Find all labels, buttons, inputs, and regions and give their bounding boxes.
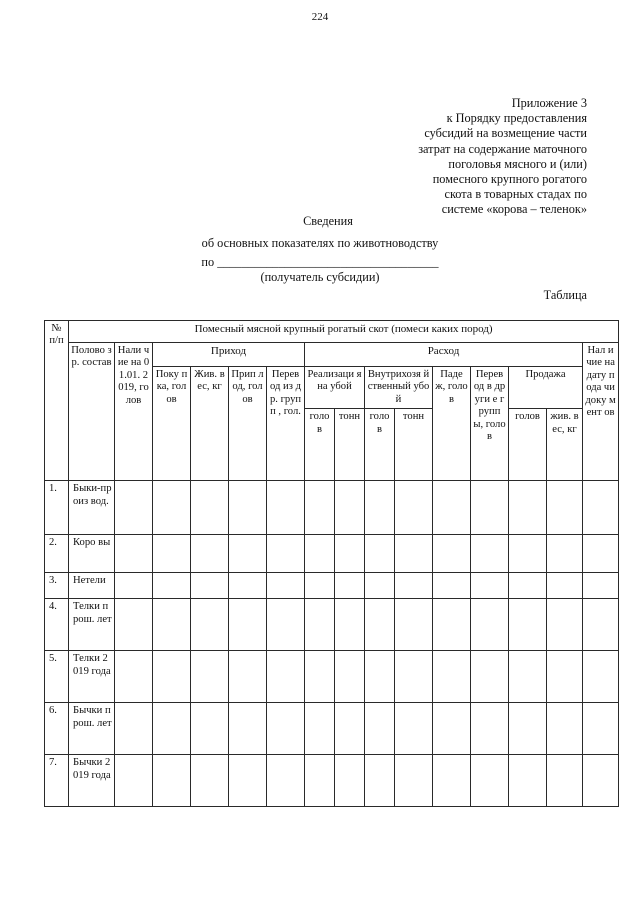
row-number: 6. xyxy=(45,703,69,755)
table-label: Таблица xyxy=(543,288,587,302)
income-purchase-header: Поку пка, голов xyxy=(153,367,191,481)
sub-heads-header: голо в xyxy=(305,409,335,481)
income-transfer-header: Перев од из др. групп , гол. xyxy=(267,367,305,481)
sub-tons-header: тонн xyxy=(395,409,433,481)
expense-internal-slaughter-header: Внутрихозя йственный убой xyxy=(365,367,433,409)
appendix-header xyxy=(327,96,587,218)
recipient-caption: (получатель субсидии) xyxy=(260,270,380,284)
expense-sale-header: Продажа xyxy=(509,367,583,409)
table-row xyxy=(45,599,619,651)
table-row xyxy=(45,755,619,807)
row-category: Нетели xyxy=(69,573,115,599)
row-category: Коро вы xyxy=(69,535,115,573)
document-title: Сведения xyxy=(303,214,353,228)
col-num-header: № п/п xyxy=(45,321,69,481)
row-category: Быки-произ вод. xyxy=(69,481,115,535)
col-availability-end-header: Нал ичие на дату пода чи доку мент ов xyxy=(583,343,619,481)
income-weight-header: Жив. вес, кг xyxy=(191,367,229,481)
expense-death-header: Паде ж, голов xyxy=(433,367,471,481)
income-header: Приход xyxy=(153,343,305,367)
table-row xyxy=(45,535,619,573)
recipient-line: по ____________________________________ xyxy=(201,255,439,269)
row-category: Бычки прош. лет xyxy=(69,703,115,755)
appendix-line: Приложение 3 xyxy=(511,96,587,110)
appendix-line: поголовья мясного и (или) xyxy=(448,156,587,171)
appendix-line: к Порядку предоставления xyxy=(446,111,587,126)
row-number: 5. xyxy=(45,651,69,703)
row-number: 7. xyxy=(45,755,69,807)
table-row xyxy=(45,651,619,703)
appendix-line: системе «корова – теленок» xyxy=(441,202,587,217)
income-offspring-header: Прип лод, голов xyxy=(229,367,267,481)
row-category: Бычки 2019 года xyxy=(69,755,115,807)
row-number: 1. xyxy=(45,481,69,535)
col-availability-start-header: Нали чие на 01.01. 2019, голов xyxy=(115,343,153,481)
sub-heads-header: голо в xyxy=(365,409,395,481)
group-header: Помесный мясной крупный рогатый скот (помеси каких пород) xyxy=(69,321,619,343)
row-number: 4. xyxy=(45,599,69,651)
table-row xyxy=(45,703,619,755)
page-number: 224 xyxy=(311,11,329,23)
sale-heads-header: голов xyxy=(509,409,547,481)
row-category: Телки прош. лет xyxy=(69,599,115,651)
appendix-line: помесного крупного рогатого xyxy=(432,172,587,187)
table-row xyxy=(45,573,619,599)
row-category: Телки 2019 года xyxy=(69,651,115,703)
row-number: 2. xyxy=(45,535,69,573)
expense-transfer-header: Перев од в други е групп ы, голов xyxy=(471,367,509,481)
sale-weight-header: жив. вес, кг xyxy=(547,409,583,481)
appendix-line: затрат на содержание маточного xyxy=(418,141,587,156)
expense-header: Расход xyxy=(305,343,583,367)
table-row xyxy=(45,481,619,535)
col-sex-header: Полово зр. состав xyxy=(69,343,115,481)
appendix-line: субсидий на возмещение части xyxy=(424,126,587,141)
expense-slaughter-sale-header: Реализаци я на убой xyxy=(305,367,365,409)
row-number: 3. xyxy=(45,573,69,599)
sub-tons-header: тонн xyxy=(335,409,365,481)
document-subtitle: об основных показателях по животноводству xyxy=(201,236,439,250)
appendix-line: скота в товарных стадах по xyxy=(444,187,587,202)
livestock-table xyxy=(44,320,619,807)
